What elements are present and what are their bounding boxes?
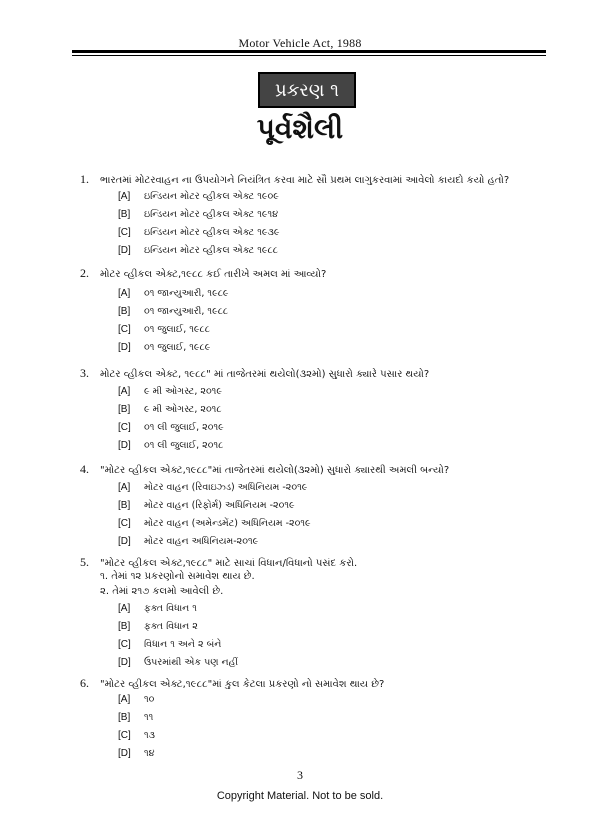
statement-1: ૧. તેમાં ૧૨ પ્રકરણોનો સમાવેશ થાય છે.: [100, 571, 255, 582]
option-3c: [C] ૦૧ લી જુલાઈ, ૨૦૧૯: [118, 422, 224, 433]
running-header: Motor Vehicle Act, 1988: [238, 36, 362, 50]
question-text: "મોટર વ્હીકલ એક્ટ,૧૯૮૮"માં તાજેતરમાં થયેલો(૩૨મો) સુધારો ક્યારથી અમલી બન્યો?: [100, 465, 450, 476]
option-5a: [A] ફક્ત વિધાન ૧: [118, 603, 197, 614]
question-text: "મોટર વ્હીકલ એક્ટ,૧૯૮૮"માં કુલ કેટલા પ્રકરણો નો સમાવેશ થાય છે?: [100, 679, 385, 690]
option-6d: [D] ૧૪: [118, 748, 155, 759]
option-2c: [C] ૦૧ જુલાઈ, ૧૯૮૮: [118, 324, 210, 335]
option-3b: [B] ૯ મી ઓગસ્ટ, ૨૦૧૮: [118, 404, 222, 415]
option-5d: [D] ઉપરમાંથી એક પણ નહીં: [118, 657, 239, 668]
option-1c: [C] ઇન્ડિયન મોટર વ્હીકલ એક્ટ ૧૯૩૯: [118, 227, 280, 238]
option-5c: [C] વિધાન ૧ અને ૨ બંને: [118, 639, 222, 650]
chapter-label: પ્રકરણ ૧: [258, 72, 356, 108]
option-4c: [C] મોટર વાહન (અમેન્ડમેંટ) અધિનિયમ -૨૦૧૯: [118, 518, 311, 529]
option-1b: [B] ઇન્ડિયન મોટર વ્હીકલ એક્ટ ૧૯૧૪: [118, 209, 279, 220]
page-title: પૂર્વશૈલી: [256, 112, 344, 145]
option-4a: [A] મોટર વાહન (રિવાઇઝ્ડ) અધિનિયમ -૨૦૧૯: [118, 482, 308, 493]
option-2d: [D] ૦૧ જુલાઈ, ૧૯૮૯: [118, 342, 211, 353]
question-text: "મોટર વ્હીકલ એક્ટ,૧૯૮૮" માટે સાચાં વિધાન/વિધાનો પસંદ કરો.: [100, 558, 358, 569]
question-number: 3.: [80, 366, 89, 380]
option-2b: [B] ૦૧ જાન્યુઆરી, ૧૯૮૮: [118, 306, 229, 317]
option-3a: [A] ૯ મી ઓગસ્ટ, ૨૦૧૯: [118, 386, 222, 397]
option-6b: [B] ૧૧: [118, 712, 154, 723]
option-2a: [A] ૦૧ જાન્યુઆરી, ૧૯૮૯: [118, 288, 229, 299]
question-number: 2.: [80, 266, 89, 280]
option-3d: [D] ૦૧ લી જુલાઈ, ૨૦૧૮: [118, 440, 224, 451]
header-rule-thin: [72, 55, 546, 56]
option-6c: [C] ૧૩: [118, 730, 155, 741]
statement-2: ૨. તેમાં ૨૧૭ કલમો આવેલી છે.: [100, 586, 224, 597]
page-number: 3: [297, 768, 303, 782]
question-5: [80, 555, 357, 571]
question-number: 6.: [80, 676, 89, 690]
question-number: 1.: [80, 172, 89, 186]
option-1a: [A] ઇન્ડિયન મોટર વ્હીકલ એક્ટ ૧૯૦૯: [118, 191, 279, 202]
question-text: ભારતમાં મોટરવાહન ના ઉપયોગને નિયંત્રિત કરવા માટે સૌ પ્રથમ લાગુકરવામાં આવેલો કાયદો કયો હતો?: [100, 175, 510, 186]
question-text: મોટર વ્હીકલ એક્ટ,૧૯૮૮ કઈ તારીખે અમલ માં આવ્યો?: [100, 269, 327, 280]
question-4: [80, 462, 449, 478]
option-1d: [D] ઇન્ડિયન મોટર વ્હીકલ એક્ટ ૧૯૮૮: [118, 245, 278, 256]
question-1: [80, 172, 509, 188]
question-number: 4.: [80, 462, 89, 476]
copyright-footer: Copyright Material. Not to be sold.: [216, 790, 384, 802]
question-text: મોટર વ્હીકલ એક્ટ, ૧૯૮૮" માં તાજેતરમાં થયેલો(૩૨મો) સુધારો ક્યારે પસાર થયો?: [100, 369, 430, 380]
question-number: 5.: [80, 555, 89, 569]
option-5b: [B] ફક્ત વિધાન ૨: [118, 621, 198, 632]
option-6a: [A] ૧૦: [118, 694, 155, 705]
question-2: [80, 266, 326, 282]
question-3: [80, 366, 429, 382]
option-4d: [D] મોટર વાહન અધિનિયમ-૨૦૧૯: [118, 536, 259, 547]
option-4b: [B] મોટર વાહન (રિફોર્મ) અધિનિયમ -૨૦૧૯: [118, 500, 295, 511]
header-rule-thick: [72, 50, 546, 53]
question-6: [80, 676, 384, 692]
